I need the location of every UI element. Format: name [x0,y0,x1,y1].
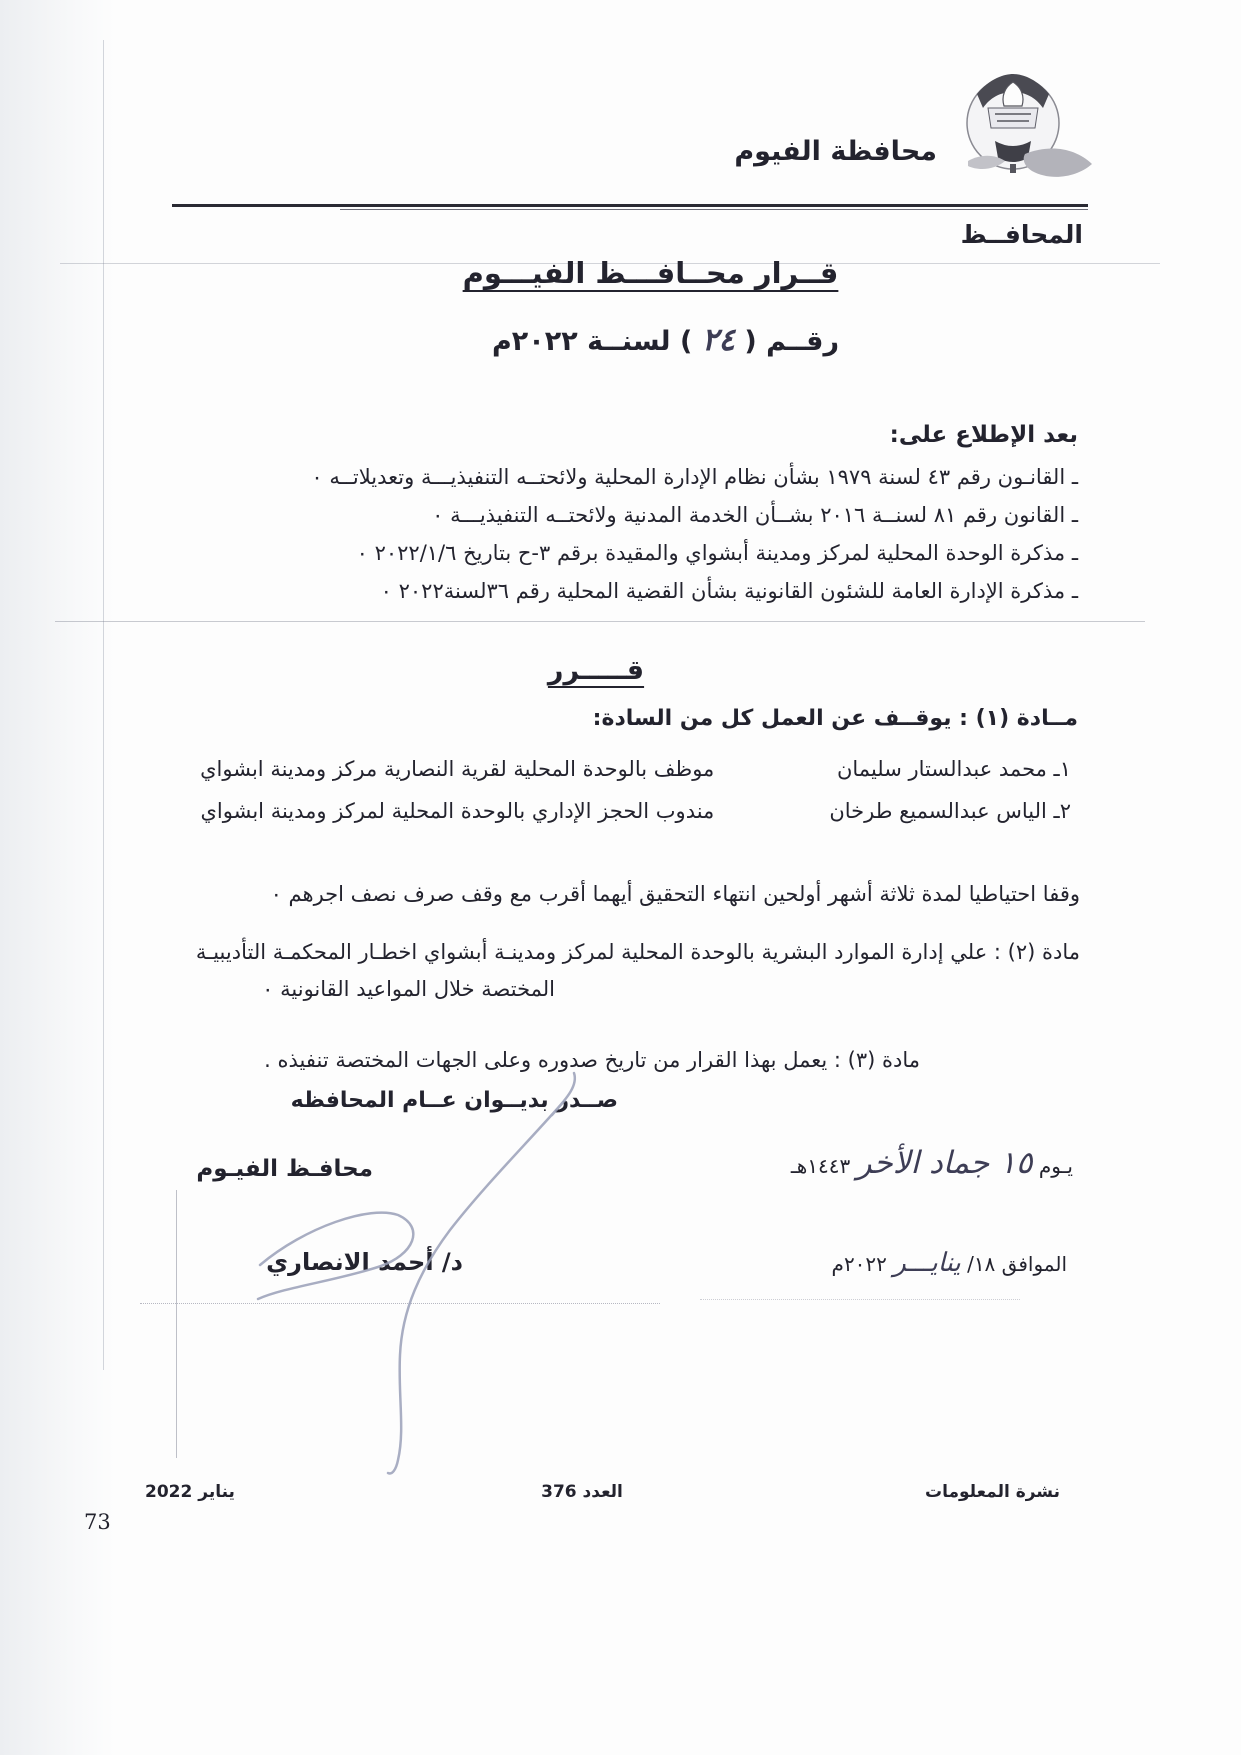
header-rule [172,204,1088,207]
org-name: محافظة الفيوم [734,136,937,167]
person-name: ٢ـ الياس عبدالسميع طرخان [829,799,1071,823]
person-row [200,790,1071,832]
page-number: 73 [84,1510,111,1534]
person-role: موظف بالوحدة المحلية لقرية النصارية مركز ومدينة ابشواي [200,757,715,781]
gregorian-date-line [832,1248,1067,1278]
decree-number-line [90,322,1241,358]
decree-number-suffix: ) لسنــة ٢٠٢٢م [491,326,693,357]
hijri-date-handwritten: ١٥ جماد الأخر [856,1145,1033,1181]
article-2-line-1: مادة (٢) : علي إدارة الموارد البشرية بالوحدة المحلية لمركز ومدينـة أبشواي اخطـار المحكمـة التأديبيـة [195,940,1080,964]
footer-bulletin-name: نشرة المعلومات [924,1482,1060,1502]
preamble-heading: بعد الإطلاع على: [889,422,1078,448]
governor-signature [230,1055,610,1485]
decree-title: قــرار محــافـــظ الفيـــوم [462,256,839,290]
signer-title: محافـظ الفيـوم [196,1156,373,1182]
gregorian-date-prefix: الموافق ١٨/ [967,1252,1067,1276]
decree-number-prefix: رقــم ( [744,326,840,357]
decided-heading: قـــــرر [547,655,645,686]
preamble-item: ـ مذكرة الوحدة المحلية لمركز ومدينة أبشواي والمقيدة برقم ٣-ح بتاريخ ٢٠٢٢/١/٦ ‏٠ [356,541,1078,565]
article-2-line-2: المختصة خلال المواعيد القانونية ٠ [262,977,555,1001]
article-1-label: مــادة (١) : يوقــف عن العمل كل من السادة: [592,706,1078,731]
scan-fold-line [176,1190,177,1458]
footer-issue-number: العدد 376 [541,1482,623,1502]
official-title: المحافــظ [960,220,1083,249]
person-role: مندوب الحجز الإداري بالوحدة المحلية لمركز ومدينة ابشواي [200,799,715,823]
header-rule-thin [340,209,1088,210]
decree-number-handwritten: ٢٤ [701,322,736,358]
suspended-persons-list [200,748,1071,832]
scan-dotted-line [700,1299,1020,1300]
scan-streak-middle [55,621,1145,622]
governorate-emblem [950,66,1100,196]
gregorian-date-handwritten: ينايـــر [893,1248,961,1278]
footer-month: يناير 2022 [145,1482,235,1502]
preamble-item: ـ القانـون رقم ٤٣ لسنة ١٩٧٩ بشأن نظام الإدارة المحلية ولائحتــه التنفيذيـــة وتعديلاتــه ٠ [311,465,1078,489]
preamble-item: ـ مذكرة الإدارة العامة للشئون القانونية بشأن القضية المحلية رقم ٣٦لسنة٢٠٢٢ ‏٠ [380,579,1078,603]
hijri-date-prefix: يـوم [1038,1154,1073,1178]
suspension-note: وقفا احتياطيا لمدة ثلاثة أشهر أولحين انتهاء التحقيق أيهما أقرب مع وقف صرف نصف اجرهم ٠ [270,882,1080,906]
person-name: ١ـ محمد عبدالستار سليمان [836,757,1071,781]
issued-line: صــدر بديــوان عــام المحافظه [290,1088,618,1113]
article-3: مادة (٣) : يعمل بهذا القرار من تاريخ صدوره وعلى الجهات المختصة تنفيذه . [264,1048,920,1072]
hijri-date-line [791,1145,1073,1181]
preamble-item: ـ القانون رقم ٨١ لسنــة ٢٠١٦ بشــأن الخدمة المدنية ولائحتــه التنفيذيـــة ٠ [432,503,1078,527]
scan-edge-line-left [103,40,104,1370]
gregorian-date-suffix: ٢٠٢٢م [831,1252,887,1276]
signer-name: د/ أحمد الانصاري [266,1248,463,1276]
hijri-date-suffix: ١٤٤٣هـ [790,1154,851,1178]
preamble-list [311,458,1078,610]
person-row [200,748,1071,790]
